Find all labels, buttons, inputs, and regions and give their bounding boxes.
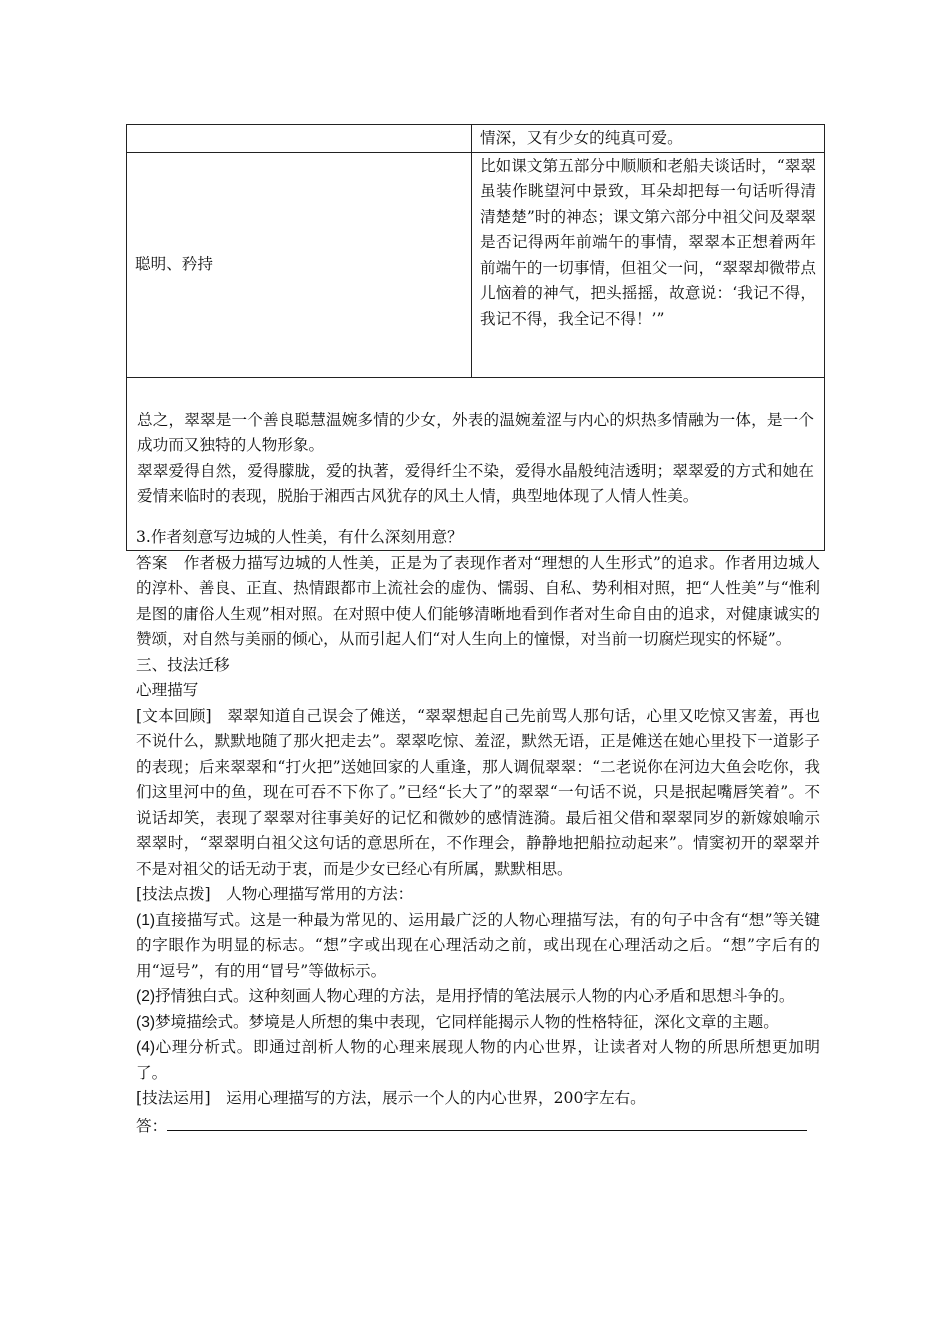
answer-text: 作者极力描写边城的人性美，正是为了表现作者对“理想的人生形式”的追求。作者用边城人的淳朴、善良、正直、热情跟都市上流社会的虚伪、懦弱、自私、势利相对照，把“人性美”与“惟利是图的庸俗人生观”相对照。在对照中使人们能够清晰地看到作者对生命自由的追求，对健康诚实的赞颂，对自然与美丽的倾心，从而引起人们“对人生向上的憧憬，对当前一切腐烂现实的怀疑”。 bbox=[136, 553, 820, 648]
table-cell bbox=[472, 125, 825, 153]
trait-description: 比如课文第五部分中顺顺和老船夫谈话时，“翠翠虽装作眺望河中景致，耳朵却把每一句话听得清清楚楚”时的神态；课文第六部分中祖父问及翠翠是否记得两年前端午的事情，翠翠本正想着两年前端午的一切事情，但祖父一问，“翠翠却微带点儿恼着的神气，把头摇摇，故意说：‘我记不得，我记不得，我全记不得！’” bbox=[480, 156, 816, 328]
question-3: 3.作者刻意写边城的人性美，有什么深刻用意？ bbox=[136, 528, 463, 546]
table-row bbox=[127, 125, 825, 153]
table-cell bbox=[127, 125, 472, 153]
table-row bbox=[127, 152, 825, 377]
answer-label: 答案 bbox=[136, 553, 168, 572]
practice-paragraph bbox=[136, 1086, 820, 1112]
practice-label: [技法运用] bbox=[136, 1089, 211, 1107]
summary-paragraph: 翠翠爱得自然，爱得朦胧，爱的执著，爱得纤尘不染，爱得水晶般纯洁透明；翠翠爱的方式和她在爱情来临时的表现，脱胎于湘西古风犹存的风土人情，典型地体现了人情人性美。 bbox=[137, 461, 814, 505]
character-analysis-table bbox=[126, 124, 825, 551]
method-item: (4)心理分析式。即通过剖析人物的心理来展现人物的内心世界，让读者对人物的所思所想更加明了。 bbox=[136, 1038, 820, 1082]
review-text: 翠翠知道自己误会了傩送，“翠翠想起自己先前骂人那句话，心里又吃惊又害羞，再也不说什么，默默地随了那火把走去”。翠翠吃惊、羞涩，默然无语，正是傩送在她心里投下一道影子的表现；后来翠翠和“打火把”送她回家的人重逢，那人调侃翠翠：“二老说你在河边大鱼会吃你，我们这里河中的鱼，现在可吞不下你了。”已经“长大了”的翠翠“一句话不说，只是抿起嘴唇笑着”。不说话却笑，表现了翠翠对往事美好的记忆和微妙的感情涟漪。最后祖父借和翠翠同岁的新嫁娘喻示翠翠时，“翠翠明白祖父这句话的意思所在，不作理会，静静地把船拉动起来”。情窦初开的翠翠并不是对祖父的话无动于衷，而是少女已经心有所属，默默相思。 bbox=[136, 706, 820, 878]
method-item: (3)梦境描绘式。梦境是人所想的集中表现，它同样能揭示人物的性格特征，深化文章的主题。 bbox=[136, 1012, 779, 1031]
section-subtitle: 心理描写 bbox=[136, 681, 199, 699]
tips-intro: 人物心理描写常用的方法： bbox=[226, 885, 414, 903]
tips-paragraph bbox=[136, 882, 820, 908]
answer-line-row bbox=[136, 1112, 820, 1140]
trait-label: 聪明、矜持 bbox=[135, 255, 213, 274]
method-item: (2)抒情独白式。这种刻画人物心理的方法，是用抒情的笔法展示人物的内心矛盾和思想斗争的。 bbox=[136, 987, 795, 1005]
practice-text: 运用心理描写的方法，展示一个人的内心世界，200字左右。 bbox=[226, 1089, 646, 1107]
review-paragraph bbox=[136, 704, 820, 883]
answer-blank-line[interactable] bbox=[167, 1112, 807, 1131]
table-cell bbox=[472, 152, 825, 377]
section-title: 三、技法迁移 bbox=[136, 655, 230, 674]
trait-description: 情深，又有少女的纯真可爱。 bbox=[480, 129, 683, 147]
summary-paragraph: 总之，翠翠是一个善良聪慧温婉多情的少女，外表的温婉羞涩与内心的炽热多情融为一体，是一个成功而又独特的人物形象。 bbox=[137, 410, 814, 454]
table-cell bbox=[127, 152, 472, 377]
main-text bbox=[136, 525, 820, 1139]
review-label: [文本回顾] bbox=[136, 706, 212, 725]
method-item: (1)直接描写式。这是一种最为常见的、运用最广泛的人物心理描写法，有的句子中含有“想”等关键的字眼作为明显的标志。“想”字或出现在心理活动之前，或出现在心理活动之后。“想”字后有的用“逗号”，有的用“冒号”等做标示。 bbox=[136, 910, 820, 980]
answer-paragraph bbox=[136, 551, 820, 653]
tips-label: [技法点拨] bbox=[136, 885, 211, 903]
answer-prefix: 答： bbox=[136, 1116, 168, 1135]
